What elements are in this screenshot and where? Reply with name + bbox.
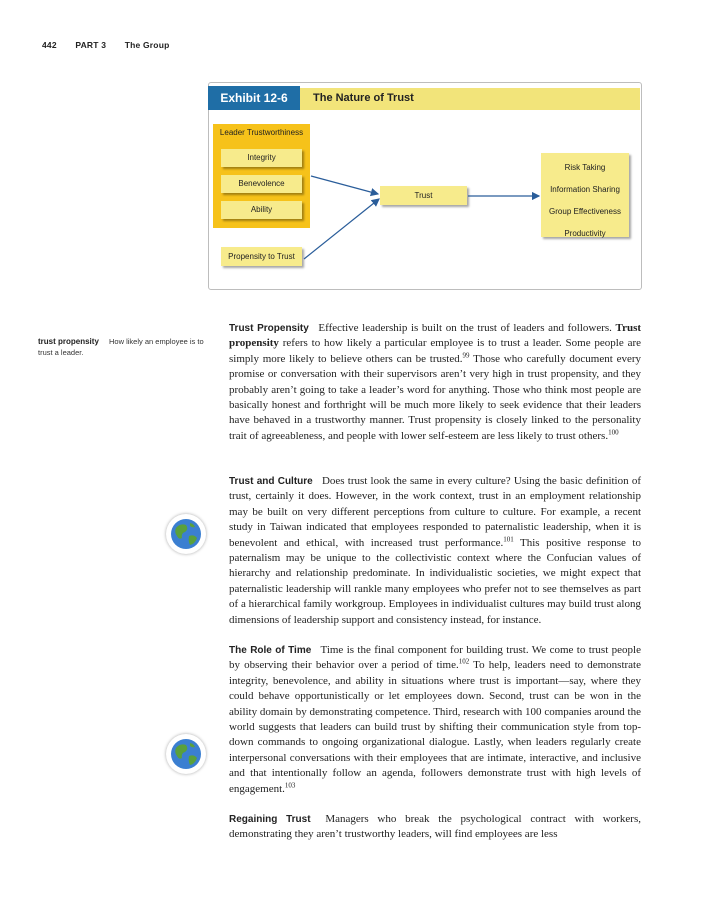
margin-term: trust propensity — [38, 337, 99, 346]
note-ref: 103 — [284, 781, 296, 789]
note-ref: 102 — [458, 657, 470, 666]
term-trust-propensity: Trust propensity — [229, 322, 642, 350]
leader-trustworthiness-title: Leader Trustworthiness — [219, 128, 304, 137]
note-ref: 99 — [462, 351, 470, 360]
heading-trust-propensity: Trust Propensity — [229, 323, 309, 334]
heading-regaining-trust: Regaining Trust — [229, 814, 311, 825]
propensity-box: Propensity to Trust — [221, 247, 302, 266]
outcome-group-effectiveness: Group Effectiveness — [549, 207, 621, 216]
margin-definition — [38, 336, 210, 358]
heading-role-of-time: The Role of Time — [229, 645, 312, 656]
heading-trust-and-culture: Trust and Culture — [229, 476, 313, 487]
integrity-box: Integrity — [221, 149, 302, 167]
exhibit-tag: Exhibit 12-6 — [208, 86, 300, 110]
arrow-trustworthiness-to-trust — [311, 176, 378, 194]
globe-icon — [166, 734, 206, 774]
margin-definition-text: How likely an employee is to trust a leader. — [38, 337, 204, 357]
ability-box: Ability — [221, 201, 302, 219]
globe-icon — [166, 514, 206, 554]
arrow-propensity-to-trust — [304, 199, 379, 259]
trust-box: Trust — [380, 186, 467, 205]
section-regaining-trust: Regaining Trust Managers who break the psychological contract with workers, demonstrating they aren’t trustworthy leaders, will find employees are less — [229, 813, 641, 841]
outcome-information-sharing: Information Sharing — [550, 185, 620, 194]
note-ref: 100 — [608, 428, 619, 437]
section-role-of-time: The Role of Time Time is the final component for building trust. We come to trust people by observing their behavior over a period of time.$^{102}$ To help, leaders need to demonstrate integrity, benevolence, and ability in situations where trust is important—say, where they could behave opportunistically or let employees down. Second, trust can be won in the ability domain by demonstrating competence. Third, research with 100 companies around the world suggests that leaders can build trust by shifting their communication style from top-down commands to ongoing organizational dialogue. Lastly, when leaders regularly create interpersonal conversations with their employees that are intimate, interactive, and inclusive and that intentionally follow an agenda, followers demonstrate trust with high levels of engagement.$^{103}$ — [229, 644, 641, 795]
benevolence-box: Benevolence — [221, 175, 302, 193]
part-title: The Group — [124, 40, 170, 50]
note-ref: 101 — [503, 534, 514, 543]
exhibit-title: The Nature of Trust — [313, 92, 414, 104]
outcome-risk-taking: Risk Taking — [564, 163, 606, 172]
section-trust-propensity: Trust Propensity Effective leadership is built on the trust of leaders and followers. Trust propensity refers to how likely a particular employee is to trust a leader. Some people are simply more likely to believe others can be trusted.$^{99}$ Those who carefully document every promise or conversation with their supervisors aren’t very high in trust propensity, and they probably aren’t going to take a leader’s word for anything. Those who think most people are basically honest and forthright will be much more likely to seek evidence that their leaders have behaved in a trustworthy manner. Trust propensity is closely linked to the personality trait of agreeableness, and people with lower self-esteem are less likely to trust others.$^{100}$ — [229, 322, 642, 442]
outcome-productivity: Productivity — [564, 229, 606, 238]
part-label: PART 3 — [75, 40, 107, 50]
section-trust-and-culture: Trust and Culture Does trust look the same in every culture? Using the basic definition of trust, certainly it does. However, in the work context, trust in an employment relationship may be built on very different perceptions from culture to culture. For example, a recent study in Taiwan indicated that employees responded to paternalistic leadership, when it is benevolent and ethical, with increased trust performance.$^{101}$ This positive response to paternalism may be unique to the collectivistic context where the Confucian values of hierarchy and relationship predominate. In individualistic societies, we might expect that paternalistic leadership will rankle many employees who prefer not to see themselves as part of a hierarchical family workgroup. Employees in individualist cultures may build trust along dimensions of leadership support and consistency instead, for instance. — [229, 475, 641, 626]
page-number: 442 — [42, 40, 57, 50]
